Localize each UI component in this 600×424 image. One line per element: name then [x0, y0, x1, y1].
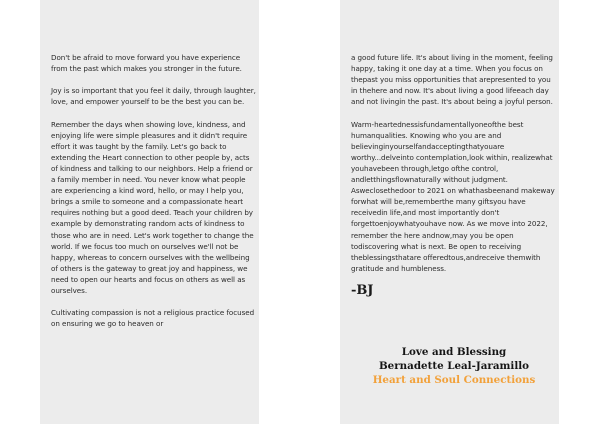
paragraph-warm-heartedness: Warm-heartednessisfundamentallyoneofthe best humanqualities. Knowing who you are and believinginyourselfandacceptingthatyouare worthy...delveinto contemplation,look within, realizewhat youhavebeen through,letgo ofthe control, andletthingsflownaturally without judgment. Asweclosethedoor to 2021 on whathasbeenand makeway forwhat will be,rememberthe many giftsyou have receivedin life,and most importantly don't forgettoenjoywhatyouhave now. As we move into 2022, remember the here andnow,may you be open todiscovering what is next. Be open to receiving theblessingsthatare offeredtous,andreceive themwith gratitude and humbleness.	[351, 119, 555, 273]
paragraph-living-in-moment: a good future life. It's about living in the moment, feeling happy, taking it one day at a time. When you focus on thepast you miss opportunities that arepresented to you in thehere and now. It's about living a good lifeeach day and not livingin the past. It's about being a joyful person.	[351, 53, 553, 107]
signature: -BJ	[351, 282, 374, 298]
paragraph-joy: Joy is so important that you feel it daily, through laughter, love, and empower yourself to be the best you can be.	[51, 86, 256, 107]
organization-name: Heart and Soul Connections	[372, 374, 536, 386]
left-text-column	[51, 52, 256, 340]
paragraph-move-forward: Don't be afraid to move forward you have experience from the past which makes you stronger in the future.	[51, 53, 242, 74]
author-name: Bernadette Leal-Jaramillo	[378, 360, 530, 372]
closing-block	[351, 345, 557, 387]
closing-greeting: Love and Blessing	[401, 346, 507, 358]
right-text-column	[351, 52, 557, 298]
paragraph-kindness: Remember the days when showing love, kindness, and enjoying life were simple pleasures and it didn't require effort it was taught by the family. Let's go back to extending the Heart connection to other people by, acts of kindness and talking to our neighbors. Help a friend or a family member in need. You never know what people are experiencing a kind word, hello, or may I help you, brings a smile to someone and a compassionate heart requires nothing but a good deed. Teach your children by example by demonstrating random acts of kindness to those who are in need. Let's work together to change the world. If we focus too much on ourselves we'll not be happy, whereas to concern ourselves with the wellbeing of others is the gateway to great joy and happiness, we need to open our hearts and focus on others as well as ourselves.	[51, 119, 254, 295]
paragraph-compassion: Cultivating compassion is not a religious practice focused on ensuring we go to heaven or	[51, 308, 255, 329]
